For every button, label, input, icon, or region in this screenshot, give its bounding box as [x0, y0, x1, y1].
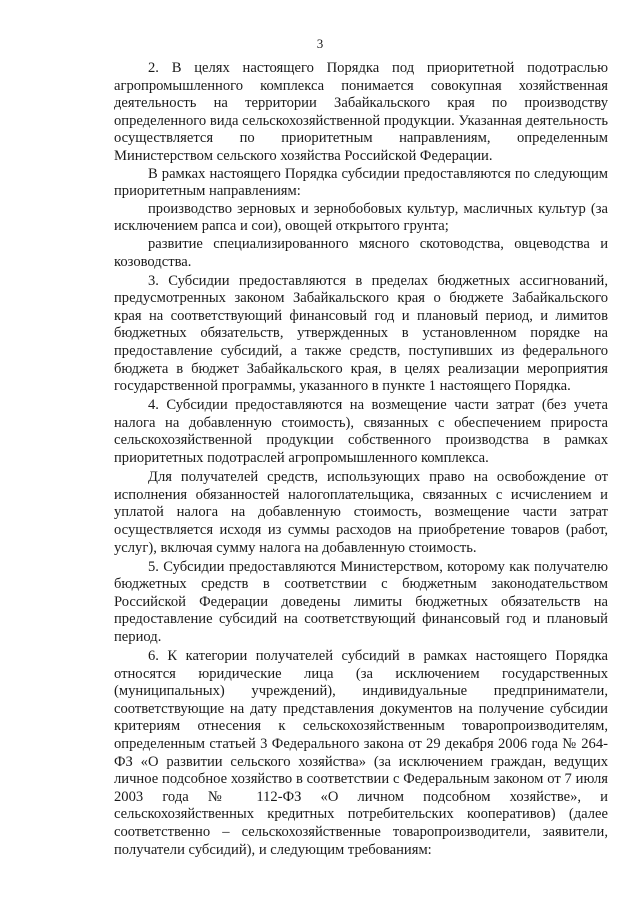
paragraph-3: 3. Субсидии предоставляются в пределах бюджетных ассигнований, предусмотренных законом Забайкальского края о бюджете Забайкальского края на соответствующий финансовый год и плановый период, и лимитов бюджетных обязательств, утвержденных в установленном порядке на предоставление субсидий, а также средств, поступивших из федерального бюджета в бюджет Забайкальского края, в целях реализации мероприятия государственной программы, указанного в пункте 1 настоящего Порядка.: [114, 272, 608, 395]
paragraph-4: 4. Субсидии предоставляются на возмещение части затрат (без учета налога на добавленную стоимость), связанных с обеспечением прироста сельскохозяйственной продукции собственного производства в рамках приоритетных подотраслей агропромышленного комплекса.: [114, 397, 608, 467]
paragraph-5: 5. Субсидии предоставляются Министерством, которому как получателю бюджетных средств в соответствии с бюджетным законодательством Российской Федерации доведены лимиты бюджетных обязательств на предоставление субсидий на соответствующий финансовый год и плановый период.: [114, 558, 608, 645]
paragraph-priority-directions: В рамках настоящего Порядка субсидии предоставляются по следующим приоритетным направлениям:: [114, 165, 608, 200]
paragraph-6: 6. К категории получателей субсидий в рамках настоящего Порядка относятся юридические лица (за исключением государственных (муниципальных) учреждений), индивидуальные предприниматели, соответствующие на дату представления документов на получение субсидии критериям отнесения к сельскохозяйственным товаропроизводителям, определенным статьей 3 Федерального закона от 29 декабря 2006 года № 264-ФЗ «О развитии сельского хозяйства» (за исключением граждан, ведущих личное подсобное хозяйство в соответствии с Федеральным законом от 7 июля 2003 года № 112-ФЗ «О личном подсобном хозяйстве», и сельскохозяйственных кредитных потребительских кооперативов) (далее соответственно – сельскохозяйственные товаропроизводители, заявители, получатели субсидий), и следующим требованиям:: [114, 648, 608, 858]
paragraph-crops: производство зерновых и зернобобовых культур, масличных культур (за исключением рапса и сои), овощей открытого грунта;: [114, 200, 608, 235]
paragraph-vat-exemption: Для получателей средств, использующих право на освобождение от исполнения обязанностей налогоплательщика, связанных с исчислением и уплатой налога на добавленную стоимость, возмещение части затрат осуществляется исходя из суммы расходов на приобретение товаров (работ, услуг), включая сумму налога на добавленную стоимость.: [114, 469, 608, 556]
page-number: 3: [316, 36, 324, 51]
document-body: [114, 60, 608, 859]
paragraph-2: 2. В целях настоящего Порядка под приоритетной подотраслью агропромышленного комплекса понимается совокупная хозяйственная деятельность на территории Забайкальского края по производству определенного вида сельскохозяйственной продукции. Указанная деятельность осуществляется по приоритетным направлениям, определенным Министерством сельского хозяйства Российской Федерации.: [114, 60, 608, 164]
paragraph-livestock: развитие специализированного мясного скотоводства, овцеводства и козоводства.: [114, 235, 608, 270]
